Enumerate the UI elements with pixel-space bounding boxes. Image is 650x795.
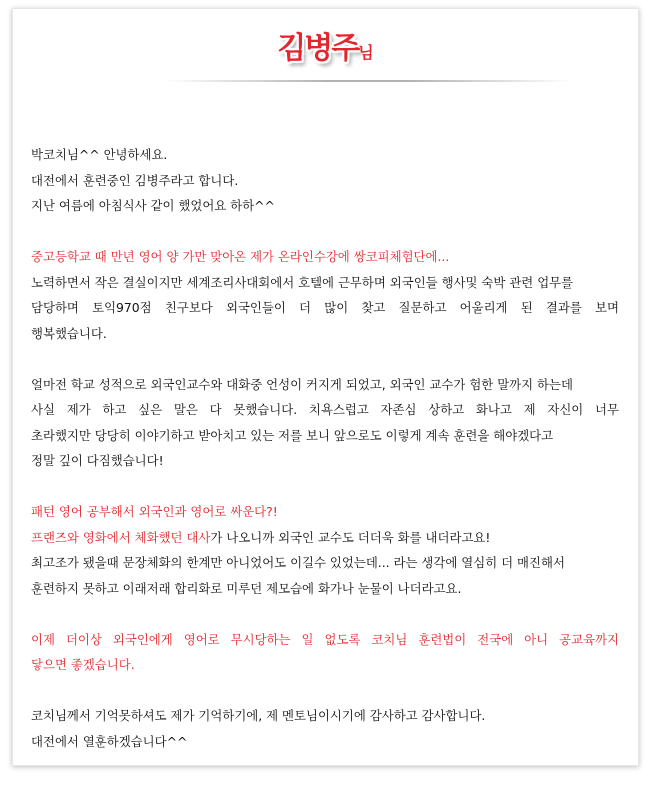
greeting-paragraph: [31, 142, 619, 219]
letter-line: 얼마전 학교 성적으로 외국인교수와 대화중 언성이 커지게 되었고, 외국인 교수가 험한 말까지 하는데: [31, 376, 573, 392]
letter-body: [31, 142, 619, 780]
letter-line: 훈련하지 못하고 이래저래 합리화로 미루던 제모습에 화가나 눈물이 나더라고요.: [31, 580, 462, 596]
highlight-line: 중고등학교 때 만년 영어 양 가만 맞아온 제가 온라인수강에 쌍코피체험단에...: [31, 249, 450, 264]
honorific-suffix: 님: [358, 43, 374, 62]
letter-line: 대전에서 열훈하겠습니다^^: [31, 733, 188, 749]
letter-line: 박코치님^^ 안녕하세요.: [31, 147, 168, 162]
professor-paragraph: [31, 372, 619, 474]
letter-line: 대전에서 훈련중인 김병주라고 합니다.: [31, 172, 239, 188]
highlight-line: 닿으면 좋겠습니다.: [31, 657, 135, 672]
achievement-paragraph: [31, 244, 619, 346]
highlight-text: 프랜즈와 영화에서 체화했던 대사: [31, 529, 211, 545]
letter-text: 가 나오니까 외국인 교수도 더더욱 화를 내더라고요!: [210, 529, 491, 545]
pattern-paragraph: [31, 499, 619, 601]
letter-line: 담당하며 토익970점 친구보다 외국인들이 더 많이 찾고 질문하고 어울리게 된 결과를 보며: [31, 300, 619, 315]
title-divider: [163, 80, 573, 82]
letter-line: 행복했습니다.: [31, 325, 107, 341]
letter-line: 정말 깊이 다짐했습니다!: [31, 453, 164, 468]
mixed-line: [31, 525, 619, 551]
testimonial-card: [12, 8, 639, 766]
closing-paragraph: [31, 703, 619, 754]
letter-line: 초라했지만 당당히 이야기하고 받아치고 있는 저를 보니 앞으로도 이렇게 계속 훈련을 해야겠다고: [31, 427, 554, 443]
highlight-line: 이제 더이상 외국인에게 영어로 무시당하는 일 없도록 코치님 훈련법이 전국에 아니 공교육까지: [31, 631, 619, 647]
letter-line: 최고조가 됐을때 문장체화의 한계만 아니었어도 이길수 있었는데... 라는 생각에 열심히 더 매진해서: [31, 555, 565, 570]
letter-line: 사실 제가 하고 싶은 말은 다 못했습니다. 치욕스럽고 자존심 상하고 화나고 제 자신이 너무: [31, 402, 619, 417]
letter-line: 노력하면서 작은 결실이지만 세계조리사대회에서 호텔에 근무하며 외국인들 행사및 숙박 관련 업무를: [31, 274, 574, 290]
wish-paragraph: [31, 627, 619, 678]
letter-line: 지난 여름에 아침식사 같이 했었어요 하하^^: [31, 198, 275, 213]
highlight-line: 패턴 영어 공부해서 외국인과 영어로 싸운다?!: [31, 504, 278, 519]
letter-line: 코치님께서 기억못하셔도 제가 기억하기에, 제 멘토님이시기에 감사하고 감사합니다.: [31, 708, 486, 723]
title-block: [13, 23, 638, 67]
author-name: 김병주: [277, 31, 359, 66]
